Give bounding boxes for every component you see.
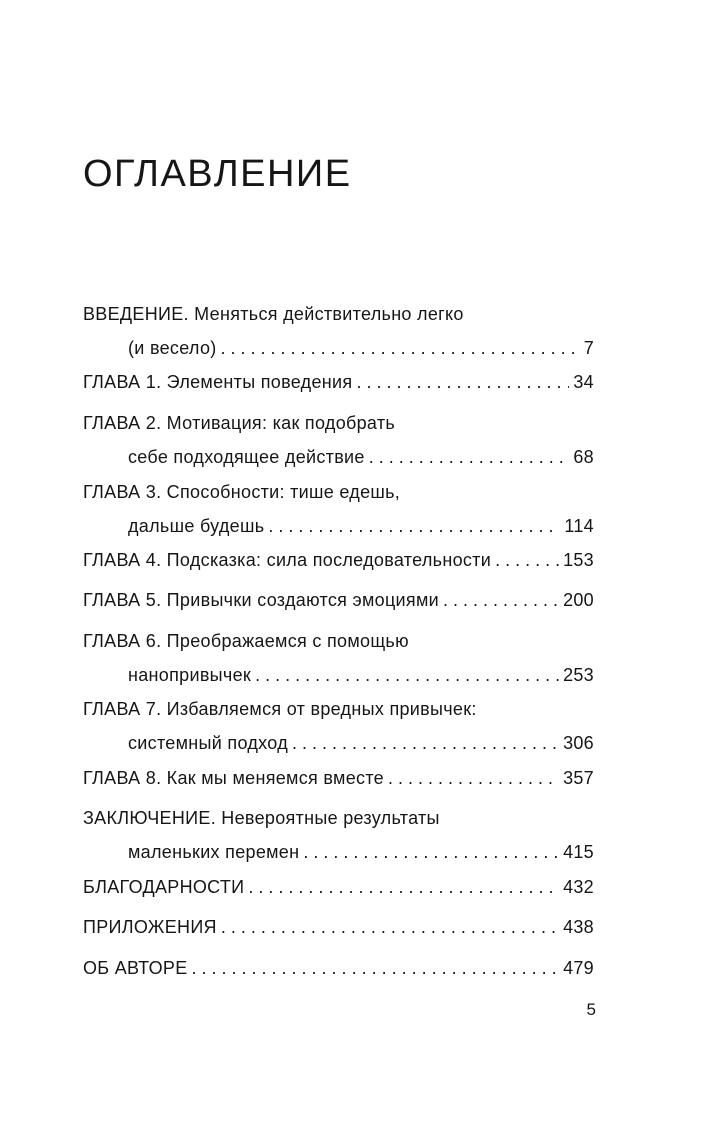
toc-page-number: 306	[563, 733, 594, 753]
toc-entry-title: БЛАГОДАРНОСТИ	[83, 877, 245, 897]
dot-leader	[495, 549, 559, 571]
toc-entry-introduction	[83, 303, 594, 359]
dot-leader	[356, 371, 569, 393]
toc-page-number: 34	[573, 372, 594, 392]
toc-entry-title: ГЛАВА 6. Преображаемся с помощью	[83, 631, 409, 651]
toc-entry-title: ЗАКЛЮЧЕНИЕ. Невероятные результаты	[83, 808, 440, 828]
dot-leader	[303, 841, 559, 863]
toc-page-number: 415	[563, 842, 594, 862]
dot-leader	[388, 767, 559, 789]
toc-entry-chapter-7	[83, 698, 594, 754]
toc-entry-title-continuation: системный подход	[128, 733, 288, 753]
toc-entry-acknowledgements	[83, 876, 594, 898]
toc-page-number: 68	[573, 447, 594, 467]
dot-leader	[369, 446, 570, 468]
dot-leader	[192, 957, 560, 979]
dot-leader	[255, 664, 559, 686]
toc-entry-chapter-8	[83, 767, 594, 789]
toc-entry-appendices	[83, 916, 594, 938]
toc-page-number: 200	[563, 590, 594, 610]
toc-page-number: 153	[563, 550, 594, 570]
toc-entry-title: ГЛАВА 4. Подсказка: сила последовательности	[83, 550, 492, 570]
toc-entry-title: ГЛАВА 1. Элементы поведения	[83, 372, 353, 392]
toc-entry-title-continuation: себе подходящее действие	[128, 447, 365, 467]
page-title: ОГЛАВЛЕНИЕ	[83, 153, 352, 195]
dot-leader	[443, 589, 559, 611]
toc-entry-title: ГЛАВА 8. Как мы меняемся вместе	[83, 768, 384, 788]
toc-entry-title-continuation: маленьких перемен	[128, 842, 300, 862]
toc-entry-title: ВВЕДЕНИЕ. Меняться действительно легко	[83, 304, 464, 324]
toc-entry-title-continuation: дальше будешь	[128, 516, 265, 536]
dot-leader	[268, 515, 560, 537]
toc-entry-title: ГЛАВА 7. Избавляемся от вредных привычек:	[83, 699, 477, 719]
toc-entry-conclusion	[83, 807, 594, 863]
toc-entry-title: ОБ АВТОРЕ	[83, 958, 188, 978]
toc-entry-chapter-6	[83, 630, 594, 686]
toc-entry-about-author	[83, 957, 594, 979]
dot-leader	[248, 876, 559, 898]
toc-entry-chapter-1	[83, 371, 594, 393]
toc-page-number: 114	[564, 516, 594, 536]
toc-entry-title: ГЛАВА 5. Привычки создаются эмоциями	[83, 590, 439, 610]
toc-entry-title: ГЛАВА 3. Способности: тише едешь,	[83, 482, 401, 502]
toc-entry-title-continuation: (и весело)	[128, 338, 217, 358]
toc-entry-chapter-4	[83, 549, 594, 571]
toc-entry-title-continuation: нанопривычек	[128, 665, 252, 685]
dot-leader	[221, 916, 559, 938]
toc-page-number: 432	[563, 877, 594, 897]
toc-entry-chapter-5	[83, 589, 594, 611]
toc-page-number: 357	[563, 768, 594, 788]
toc-entry-chapter-3	[83, 481, 594, 537]
dot-leader	[292, 732, 559, 754]
toc-entry-chapter-2	[83, 412, 594, 468]
toc-page-number: 438	[563, 917, 594, 937]
toc-entry-title: ГЛАВА 2. Мотивация: как подобрать	[83, 413, 396, 433]
page-number: 5	[586, 1000, 596, 1019]
toc-page-number: 479	[563, 958, 594, 978]
toc-entry-title: ПРИЛОЖЕНИЯ	[83, 917, 217, 937]
dot-leader	[221, 337, 580, 359]
toc-page-number: 253	[563, 665, 594, 685]
toc-page-number: 7	[583, 338, 594, 358]
